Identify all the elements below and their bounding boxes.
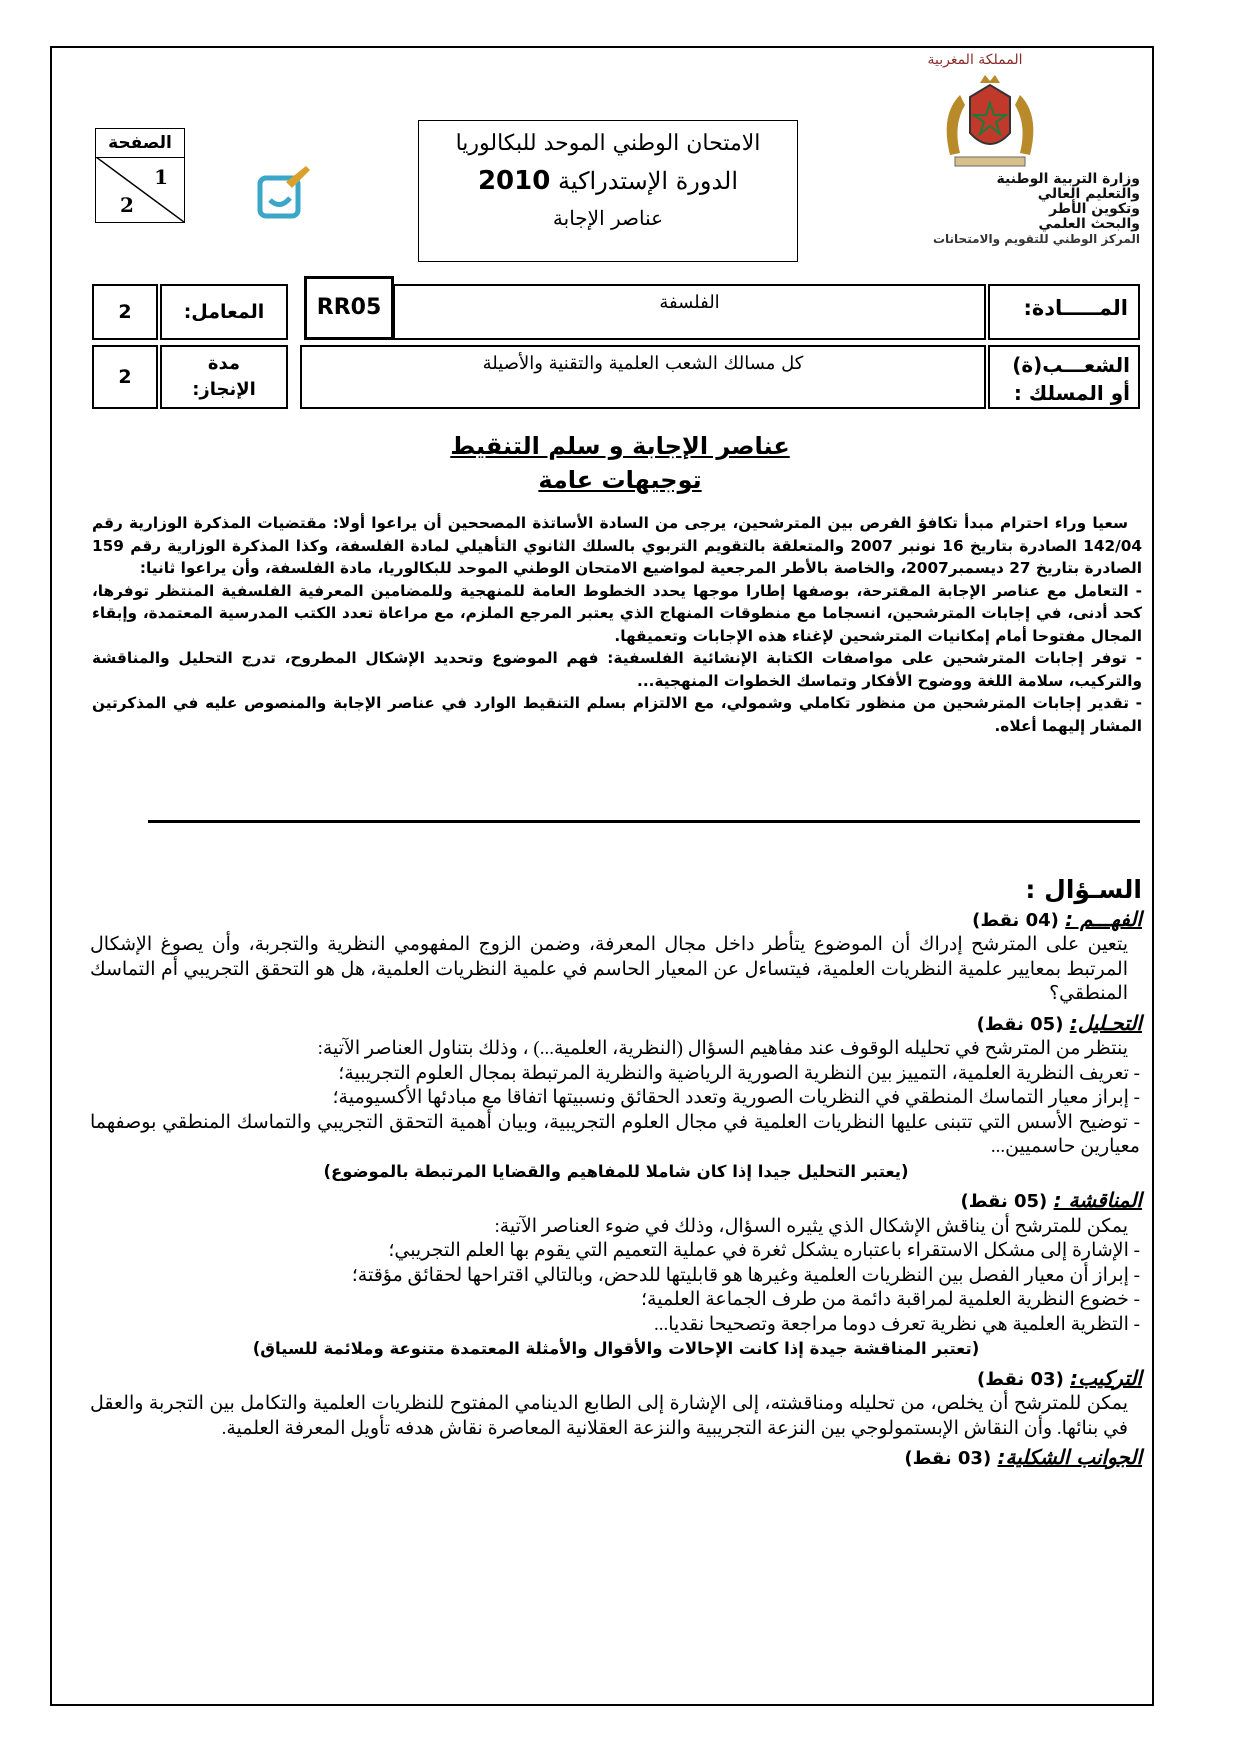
session-label: الدورة الإستدراكية <box>557 167 739 195</box>
duration-label-line1: مدة <box>207 353 241 374</box>
duration-value: 2 <box>92 345 158 409</box>
coefficient-value: 2 <box>92 284 158 340</box>
subject-label: المـــــادة: <box>1023 296 1128 320</box>
list-item: - الإشارة إلى مشكل الاستقراء باعتباره يشكل ثغرة في عملية التعميم التي يقوم بها العلم التجريبي؛ <box>388 1240 1140 1261</box>
assessment-center: المركز الوطني للتقويم والامتحانات <box>932 232 1140 246</box>
section-points: (05 نقط) <box>960 1191 1048 1212</box>
exam-subtitle: عناصر الإجابة <box>552 206 664 230</box>
exam-title-box <box>418 120 798 262</box>
section-name: التركيب: <box>1070 1365 1142 1390</box>
general-guidelines <box>92 512 1142 737</box>
ministry-line: والبحث العلمي <box>1038 216 1140 232</box>
section-name: التحـليل: <box>1069 1010 1142 1035</box>
coat-of-arms-icon <box>935 75 1045 170</box>
center-logo-icon <box>256 164 316 224</box>
section-text: يتعين على المترشح إدراك أن الموضوع يتأطر داخل مجال المعرفة، وضمن الزوج المفهومي النظرية والتجربة، وأن يصوغ الإشكال المرتبط بمعايير علمية النظريات العلمية، فيتساءل عن المعيار الحاسم في علمية النظريات العلمية، هل هو التحقق التجريبي أم التماسك المنطقي؟ <box>90 934 1128 1004</box>
guideline-item: - التعامل مع عناصر الإجابة المقترحة، بوصفها إطارا موجها يحدد الخطوط العامة للمنهجية وللمضامين المعرفية الفلسفية المنتظر توفرها، كحد أدنى، في إجابات المترشحين، انسجاما مع منطوقات المنهاج الذي يعتبر المرجع الملزم، مع مراعاة تعدد الكتب المدرسية المعتمدة، وإبقاء المجال مفتوحا أمام إمكانيات المترشحين لإغناء هذه الإجابات وتعميقها. <box>92 581 1142 645</box>
main-heading: عناصر الإجابة و سلم التنقيط <box>450 432 790 460</box>
branch-value: كل مسالك الشعب العلمية والتقنية والأصيلة <box>300 345 986 409</box>
subject-value: الفلسفة <box>393 284 986 340</box>
page-label: الصفحة <box>96 129 184 158</box>
section-note: (يعتبر التحليل جيدا إذا كان شاملا للمفاهيم والقضايا المرتبطة بالموضوع) <box>323 1161 909 1181</box>
ministry-line: وتكوين الأطر <box>1049 201 1140 217</box>
section-note: (تعتبر المناقشة جيدة إذا كانت الإحالات والأقوال والأمثلة المعتمدة متنوعة وملائمة للسياق) <box>252 1339 980 1358</box>
section-points: (03 نقط) <box>904 1448 992 1469</box>
page-current: 1 <box>154 165 168 189</box>
kingdom-label: المملكة المغربية <box>927 52 1023 68</box>
exam-code: RR05 <box>304 276 394 340</box>
exam-year: 2010 <box>477 166 551 196</box>
section-intro: ينتظر من المترشح في تحليله الوقوف عند مفاهيم السؤال (النظرية، العلمية...) ، وذلك بتناول العناصر الآتية: <box>317 1038 1128 1059</box>
page-number-box <box>95 128 185 223</box>
section-name: الجوانب الشكلية: <box>997 1445 1142 1469</box>
ministry-line: وزارة التربية الوطنية <box>996 171 1140 187</box>
coefficient-label: المعامل: <box>160 284 288 340</box>
ministry-line: والتعليم العالي <box>1037 186 1140 202</box>
exam-title: الامتحان الوطني الموحد للبكالوريا <box>455 131 761 156</box>
section-name: المناقشة : <box>1053 1188 1142 1212</box>
list-item: - التظرية العلمية هي نظرية تعرف دوما مراجعة وتصحيحا نقديا... <box>653 1313 1140 1335</box>
divider <box>148 820 1140 823</box>
question-title: السـؤال : <box>1025 875 1142 904</box>
section-points: (04 نقط) <box>972 909 1059 931</box>
list-item: - إبراز معيار التماسك المنطقي في النظريات الصورية وتعدد الحقائق ونسبيتها اتفاقا مع مبادئها الأكسيومية؛ <box>332 1087 1140 1108</box>
list-item: - تعريف النظرية العلمية، التمييز بين النظرية الصورية الرياضية والنظرية المرتبطة بمجال العلوم التجريبية؛ <box>338 1062 1140 1084</box>
branch-label-line2: أو المسلك : <box>1013 381 1130 405</box>
duration-label-cell <box>160 345 288 409</box>
list-item: - إبراز أن معيار الفصل بين النظريات العلمية وغيرها هو قابليتها للدحض، وبالتالي اقتراحها لحقائق مؤقتة؛ <box>351 1264 1140 1286</box>
page-divider-line <box>96 157 184 222</box>
section-heading-analysis <box>90 1011 1142 1038</box>
page-total: 2 <box>120 193 134 217</box>
answer-elements <box>90 875 1142 1472</box>
section-points: (05 نقط) <box>976 1013 1064 1035</box>
section-intro: يمكن للمترشح أن يناقش الإشكال الذي يثيره السؤال، وذلك في ضوء العناصر الآتية: <box>494 1215 1128 1237</box>
section-points: (03 نقط) <box>977 1368 1064 1390</box>
sub-heading: توجيهات عامة <box>538 466 702 494</box>
section-heading-form <box>90 1445 1142 1472</box>
guideline-item: - تقدير إجابات المترشحين من منظور تكاملي وشمولي، مع الالتزام بسلم التنقيط الوارد في عناصر الإجابة والمنصوص عليه في المذكرتين المشار إليهما أعلاه. <box>92 694 1142 735</box>
list-item: - توضيح الأسس التي تتبنى عليها النظريات العلمية في مجال العلوم التجريبية، وبيان أهمية التحقق التجريبي والتماسك المنطقي بوصفهما معيارين حاسميين... <box>90 1111 1140 1157</box>
ministry-name <box>880 172 1140 247</box>
exam-session <box>419 166 797 196</box>
section-heading-discussion <box>90 1188 1142 1215</box>
guideline-item: - توفر إجابات المترشحين على مواصفات الكتابة الإنشائية الفلسفية: فهم الموضوع وتحديد الإشكال المطروح، تدرج التحليل والمناقشة والتركيب، سلامة اللغة ووضوح الأفكار وتماسك الخطوات المنهجية... <box>92 649 1142 690</box>
branch-label-line1: الشعـــب(ة) <box>1012 353 1130 377</box>
section-heading-synthesis <box>90 1366 1142 1393</box>
guideline-paragraph: سعيا وراء احترام مبدأ تكافؤ الفرص بين المترشحين، يرجى من السادة الأساتذة المصححين أن يراعوا أولا: مقتضيات المذكرة الوزارية رقم 142/04 الصادرة بتاريخ 16 نونبر 2007 والمتعلقة بالتقويم التربوي بالسلك الثانوي التأهيلي لمادة الفلسفة، وكذا المذكرة الوزارية رقم 159 الصادرة بتاريخ 27 ديسمبر2007، والخاصة بالأطر المرجعية لمواضيع الامتحان الوطني الموحد للبكالوريا، مادة الفلسفة، وأن يراعوا ثانيا: <box>92 514 1142 577</box>
subject-label-cell <box>988 284 1140 340</box>
duration-label-line2: الإنجاز: <box>192 379 256 400</box>
list-item: - خضوع النظرية العلمية لمراقبة دائمة من طرف الجماعة العلمية؛ <box>640 1289 1140 1310</box>
section-name: الفهـــم : <box>1065 906 1142 931</box>
branch-label-cell <box>988 345 1140 409</box>
section-heading-comprehension <box>90 907 1142 934</box>
section-text: يمكن للمترشح أن يخلص، من تحليله ومناقشته، إلى الإشارة إلى الطابع الدينامي المفتوح للنظريات العلمية والتكامل بين التجربة والعقل في بنائها. وأن النقاش الإبستمولوجي بين النزعة التجريبية والنزعة العقلانية المعاصرة نقاش هدفه تأويل المعرفة العلمية. <box>90 1393 1128 1439</box>
